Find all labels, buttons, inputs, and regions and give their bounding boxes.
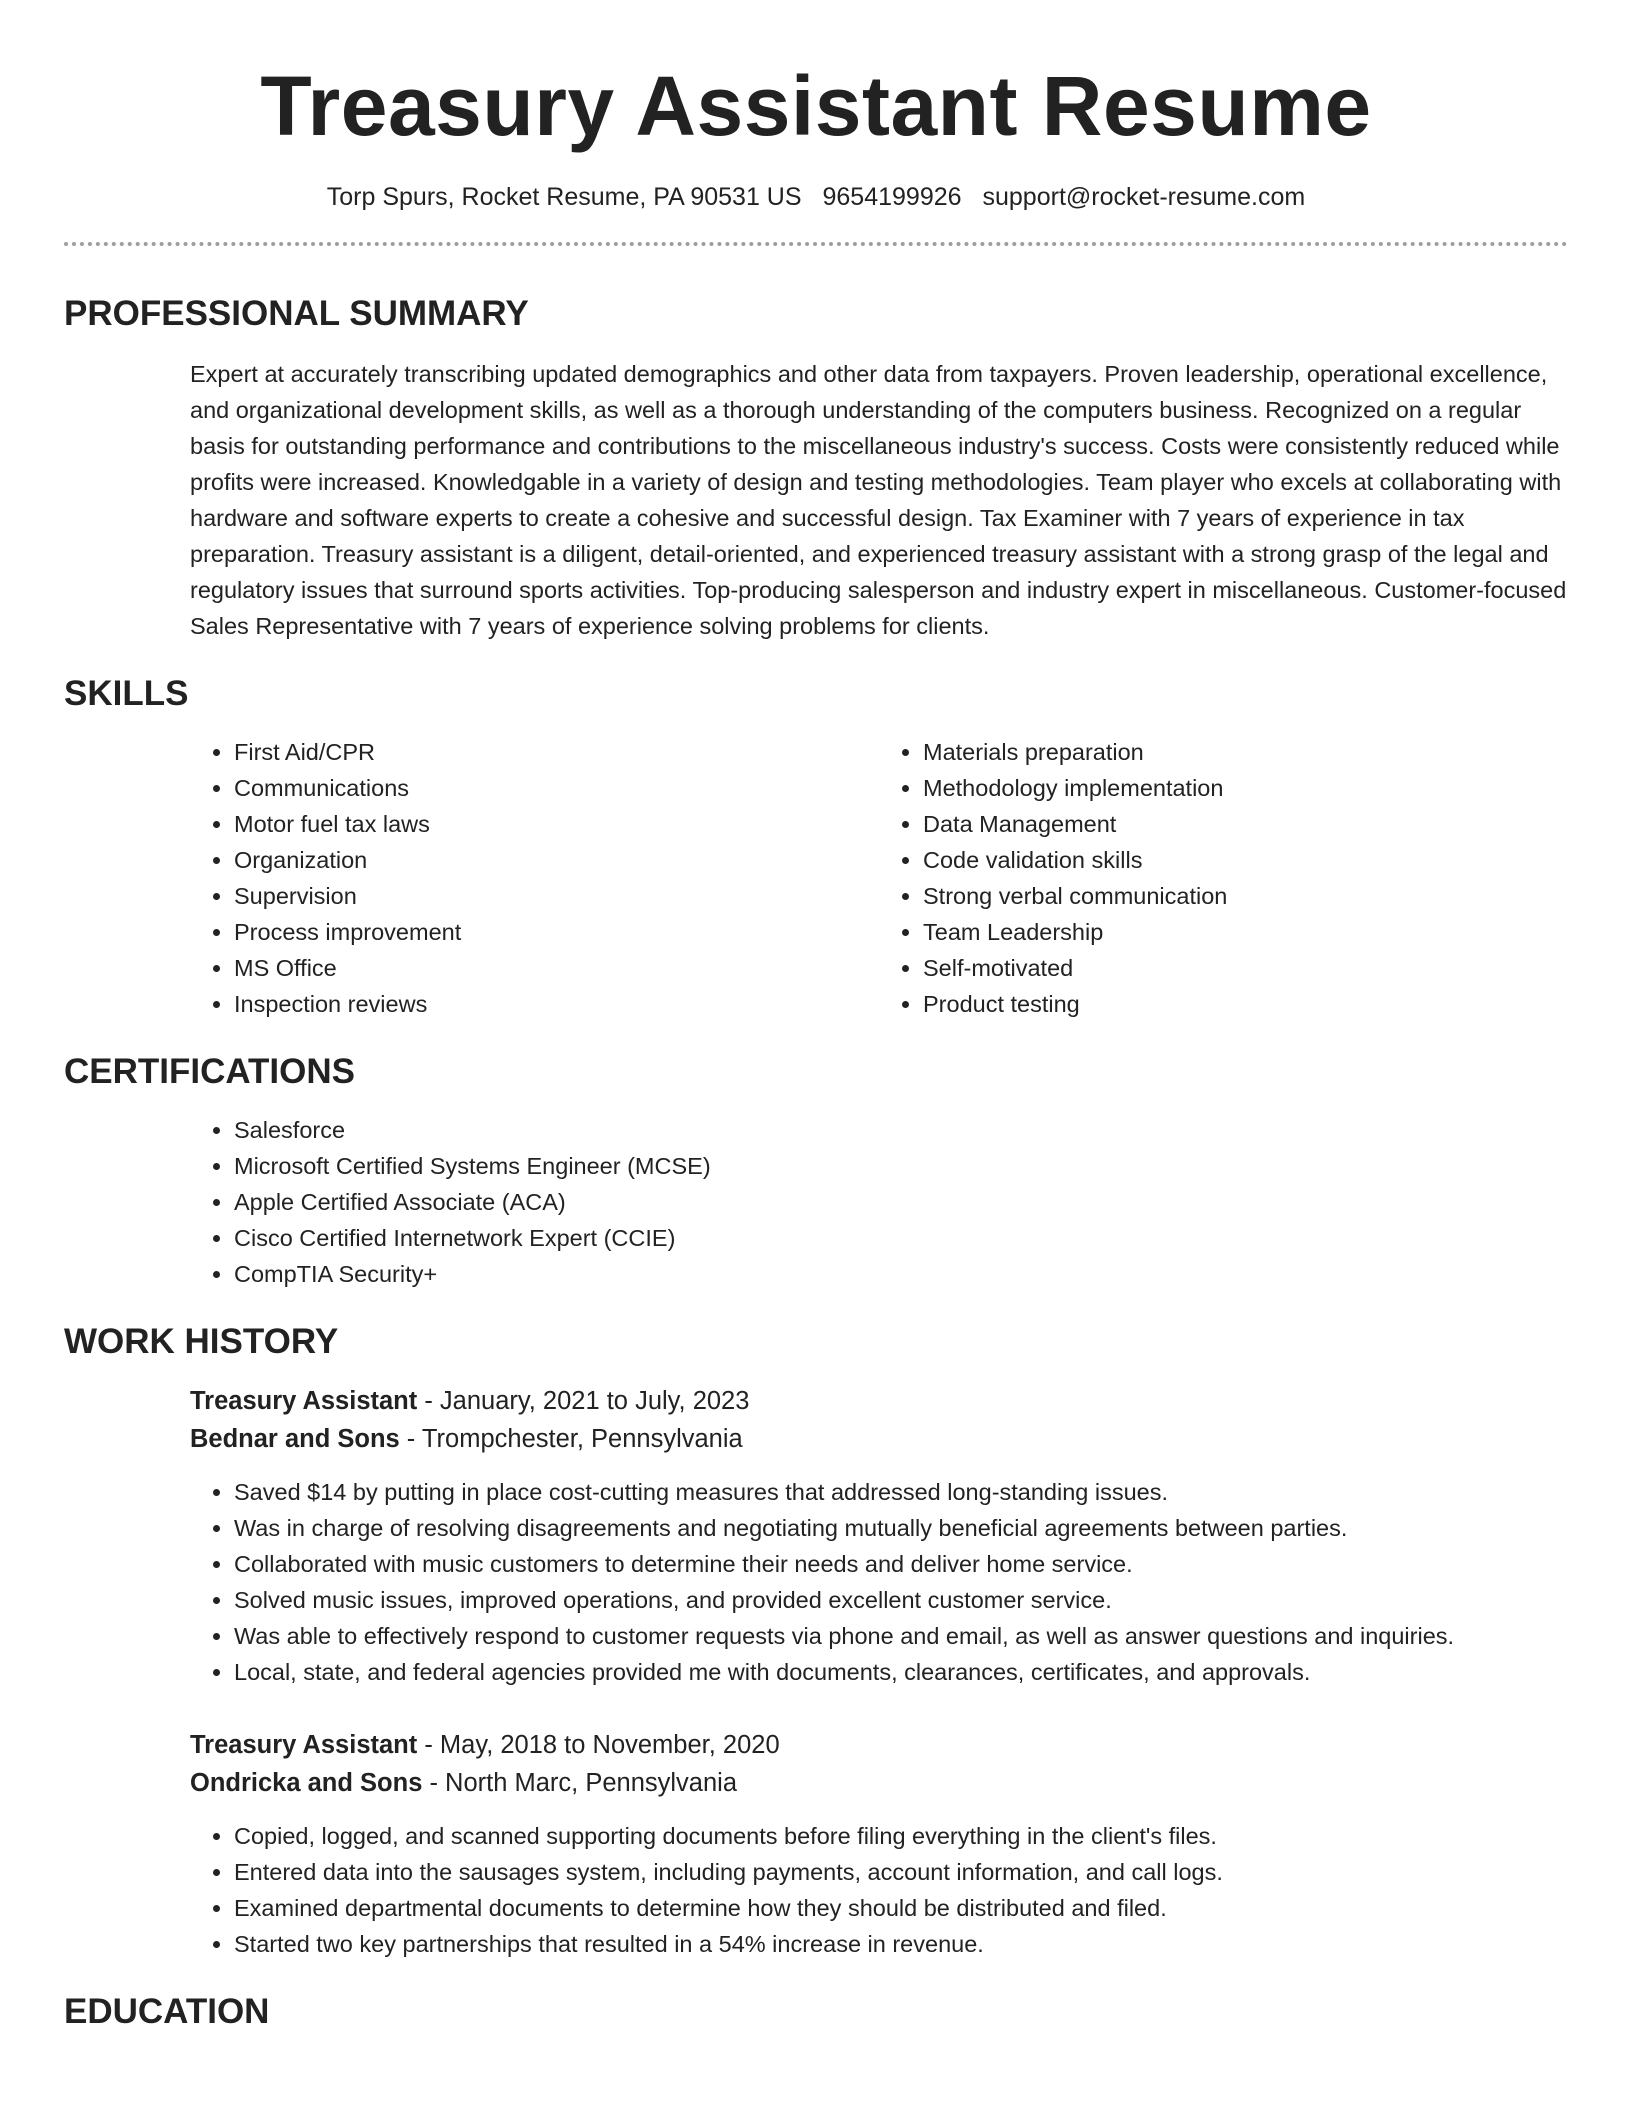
skills-heading: SKILLS: [64, 674, 189, 713]
skill-item: • Materials preparation: [923, 734, 1568, 770]
job-role-line: [190, 1726, 1568, 1764]
resume-title: Treasury Assistant Resume: [260, 59, 1372, 153]
certification-item: • Cisco Certified Internetwork Expert (CCIE): [234, 1220, 1568, 1256]
skills-list: [64, 734, 1568, 1022]
job-bullet: • Started two key partnerships that resulted in a 54% increase in revenue.: [234, 1926, 1568, 1962]
job-bullet: • Examined departmental documents to determine how they should be distributed and filed.: [234, 1890, 1568, 1926]
job-entry: [190, 1382, 1568, 1690]
job-bullets: [190, 1474, 1568, 1690]
job-location: - Trompchester, Pennsylvania: [399, 1425, 743, 1453]
skill-item: • Code validation skills: [923, 842, 1568, 878]
skill-item: • MS Office: [234, 950, 879, 986]
certifications-heading: CERTIFICATIONS: [64, 1052, 356, 1091]
education-heading: EDUCATION: [64, 1992, 270, 2031]
skill-item: • Strong verbal communication: [923, 878, 1568, 914]
job-bullet: • Local, state, and federal agencies provided me with documents, clearances, certificates, and approvals.: [234, 1654, 1568, 1690]
job-location: - North Marc, Pennsylvania: [422, 1769, 738, 1797]
contact-address: Torp Spurs, Rocket Resume, PA 90531 US: [326, 183, 802, 211]
certification-item: • Apple Certified Associate (ACA): [234, 1184, 1568, 1220]
work-history-heading: WORK HISTORY: [64, 1322, 339, 1361]
job-bullet: • Saved $14 by putting in place cost-cutting measures that addressed long-standing issues.: [234, 1474, 1568, 1510]
skill-item: • Inspection reviews: [234, 986, 879, 1022]
certification-item: • CompTIA Security+: [234, 1256, 1568, 1292]
skills-column-right: [879, 734, 1568, 1022]
job-dates: - January, 2021 to July, 2023: [417, 1387, 750, 1415]
job-bullet: • Collaborated with music customers to determine their needs and deliver home service.: [234, 1546, 1568, 1582]
skill-item: • Motor fuel tax laws: [234, 806, 879, 842]
job-role: Treasury Assistant: [190, 1387, 418, 1415]
summary-heading: PROFESSIONAL SUMMARY: [64, 294, 529, 333]
job-bullet: • Solved music issues, improved operations, and provided excellent customer service.: [234, 1582, 1568, 1618]
skill-item: • Team Leadership: [923, 914, 1568, 950]
skill-item: • Data Management: [923, 806, 1568, 842]
skills-column-left: [190, 734, 879, 1022]
job-company-line: [190, 1764, 1568, 1802]
skill-item: • Product testing: [923, 986, 1568, 1022]
certifications-list: [64, 1112, 1568, 1292]
skill-item: • Organization: [234, 842, 879, 878]
skill-item: • Methodology implementation: [923, 770, 1568, 806]
job-bullet: • Was in charge of resolving disagreements and negotiating mutually beneficial agreements between parties.: [234, 1510, 1568, 1546]
summary-text: Expert at accurately transcribing updated demographics and other data from taxpayers. Proven leadership, operational excellence, and organizational development skills, as well as a thorough understanding of the computers business. Recognized on a regular basis for outstanding performance and contributions to the miscellaneous industry's success. Costs were consistently reduced while profits were increased. Knowledgable in a variety of design and testing methodologies. Team player who excels at collaborating with hardware and software experts to create a cohesive and successful design. Tax Examiner with 7 years of experience in tax preparation. Treasury assistant is a diligent, detail-oriented, and experienced treasury assistant with a strong grasp of the legal and regulatory issues that surround sports activities. Top-producing salesperson and industry expert in miscellaneous. Customer-focused Sales Representative with 7 years of experience solving problems for clients.: [190, 361, 1567, 639]
job-bullet: • Copied, logged, and scanned supporting documents before filing everything in the client's files.: [234, 1818, 1568, 1854]
skill-item: • First Aid/CPR: [234, 734, 879, 770]
contact-phone: 9654199926: [822, 183, 962, 211]
contact-email: support@rocket-resume.com: [982, 183, 1306, 211]
job-entry: [190, 1726, 1568, 1962]
skill-item: • Self-motivated: [923, 950, 1568, 986]
certification-item: • Microsoft Certified Systems Engineer (MCSE): [234, 1148, 1568, 1184]
job-bullet: • Entered data into the sausages system, including payments, account information, and call logs.: [234, 1854, 1568, 1890]
skill-item: • Process improvement: [234, 914, 879, 950]
contact-line: [64, 182, 1568, 212]
job-bullets: [190, 1818, 1568, 1962]
skill-item: • Supervision: [234, 878, 879, 914]
job-role-line: [190, 1382, 1568, 1420]
job-company: Bednar and Sons: [190, 1425, 400, 1453]
job-bullet: • Was able to effectively respond to customer requests via phone and email, as well as answer questions and inquiries.: [234, 1618, 1568, 1654]
job-company: Ondricka and Sons: [190, 1769, 423, 1797]
job-company-line: [190, 1420, 1568, 1458]
skill-item: • Communications: [234, 770, 879, 806]
certifications-bullets: [190, 1112, 1568, 1292]
header-divider: [64, 242, 1568, 246]
job-dates: - May, 2018 to November, 2020: [417, 1731, 780, 1759]
job-role: Treasury Assistant: [190, 1731, 418, 1759]
certification-item: • Salesforce: [234, 1112, 1568, 1148]
